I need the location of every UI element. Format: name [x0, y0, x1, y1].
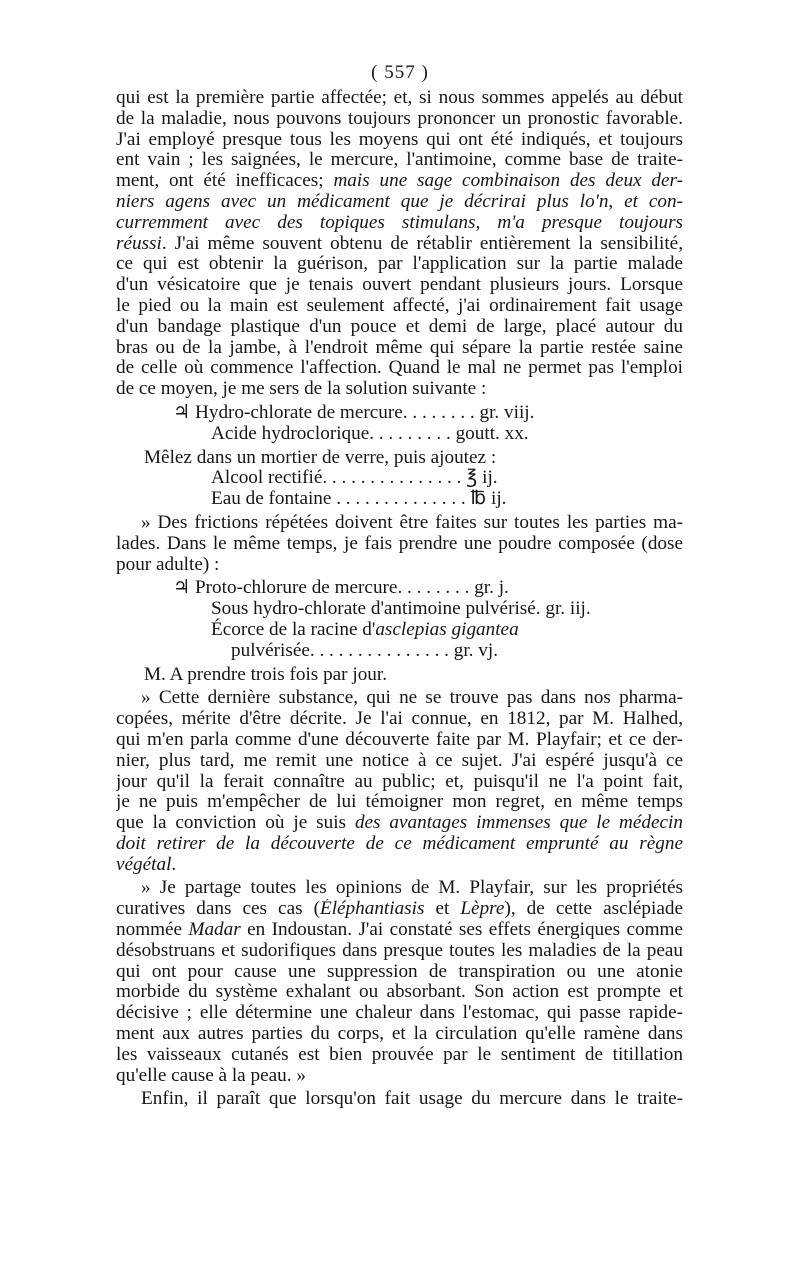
text-line: les vaisseaux cutanés est bien prouvée par le sentiment de titillation	[116, 1044, 683, 1065]
page-number: ( 557 )	[371, 62, 429, 83]
text-line: doit retirer de la découverte de ce médicament emprunté au règne	[116, 833, 683, 854]
text-line: le pied ou la main est seulement affecté, j'ai ordinairement fait usage	[116, 295, 683, 316]
text-line: de ce moyen, je me sers de la solution suivante :	[116, 378, 487, 400]
text-line: de celle où commence l'affection. Quand le mal ne permet pas l'emploi	[116, 358, 683, 379]
text-line: qui ont pour cause une suppression de transpiration ou une atonie	[116, 961, 683, 982]
text-line: ♃ Hydro-chlorate de mercure. . . . . . . . gr. viij.	[173, 401, 535, 423]
text-line: qui est la première partie affectée; et, si nous sommes appelés au début	[116, 88, 683, 108]
text-line: nommée Madar en Indoustan. J'ai constaté ses effets énergiques comme	[116, 920, 683, 941]
text-line: Acide hydroclorique. . . . . . . . . goutt. xx.	[211, 422, 529, 444]
text-line: de la maladie, nous pouvons toujours prononcer un pronostic favorable.	[116, 108, 683, 129]
text-line: ment aux autres parties du corps, et la circulation qu'elle ramène dans	[116, 1024, 683, 1045]
text-line: copées, mérite d'être décrite. Je l'ai connue, en 1812, par M. Halhed,	[116, 709, 683, 730]
text-line: Enfin, il paraît que lorsqu'on fait usage du mercure dans le traite-	[141, 1089, 683, 1110]
text-line: ♃ Proto-chlorure de mercure. . . . . . . . gr. j.	[173, 577, 509, 599]
text-line: curremment avec des topiques stimulans, m'a presque toujours	[116, 212, 683, 233]
text-line: réussi. J'ai même souvent obtenu de rétablir entièrement la sensibilité,	[116, 233, 683, 254]
text-line: » Cette dernière substance, qui ne se trouve pas dans nos pharma-	[141, 688, 683, 709]
text-body	[116, 88, 683, 1110]
text-line: niers agens avec un médicament que je décrirai plus lo'n, et con-	[116, 191, 683, 212]
text-line: lades. Dans le même temps, je fais prendre une poudre composée (dose	[116, 533, 683, 554]
text-line: ent vain ; les saignées, le mercure, l'antimoine, comme base de traite-	[116, 150, 683, 171]
text-line: Mêlez dans un mortier de verre, puis ajoutez :	[144, 446, 497, 468]
text-line: ce qui est obtenir la guérison, par l'application sur la partie malade	[116, 254, 683, 275]
text-line: Sous hydro-chlorate d'antimoine pulvérisé. gr. iij.	[211, 598, 591, 620]
text-line: Écorce de la racine d'asclepias gigantea	[211, 618, 519, 640]
text-line: morbide du système exhalant ou absorbant. Son action est prompte et	[116, 982, 683, 1003]
text-line: je ne puis m'empêcher de lui témoigner mon regret, en même temps	[116, 792, 683, 813]
text-line: pulvérisée. . . . . . . . . . . . . . . gr. vj.	[231, 639, 498, 661]
text-line: qu'elle cause à la peau. »	[116, 1064, 306, 1086]
text-line: jour qu'il la ferait connaître au public; et, puisqu'il ne l'a point fait,	[116, 771, 683, 792]
text-line: désobstruans et sudorifiques dans presque toutes les maladies de la peau	[116, 940, 683, 961]
text-line: » Des frictions répétées doivent être faites sur toutes les parties ma-	[141, 512, 683, 533]
text-line: » Je partage toutes les opinions de M. Playfair, sur les propriétés	[141, 878, 683, 899]
text-line: ment, ont été inefficaces; mais une sage combinaison des deux der-	[116, 171, 683, 192]
text-line: Alcool rectifié. . . . . . . . . . . . . . . ℥ ij.	[211, 467, 498, 489]
text-line: qui m'en parla comme d'une découverte faite par M. Playfair; et ce der-	[116, 729, 683, 750]
text-line: d'un vésicatoire que je tenais ouvert pendant plusieurs jours. Lorsque	[116, 275, 683, 296]
text-line: nier, plus tard, me remit une notice à ce sujet. J'ai espéré jusqu'à ce	[116, 750, 683, 771]
text-line: bras ou de la jambe, à l'endroit même qui sépare la partie restée saine	[116, 337, 683, 358]
text-line: décisive ; elle détermine une chaleur dans l'estomac, qui passe rapide-	[116, 1003, 683, 1024]
text-line: d'un bandage plastique d'un pouce et demi de large, placé autour du	[116, 316, 683, 337]
text-line: curatives dans ces cas (Éléphantiasis et Lèpre), de cette asclépiade	[116, 899, 683, 920]
text-line: M. A prendre trois fois par jour.	[144, 663, 388, 685]
text-line: Eau de fontaine . . . . . . . . . . . . . . ℔ ij.	[211, 488, 507, 510]
text-line: J'ai employé presque tous les moyens qui ont été indiqués, et toujours	[116, 129, 683, 150]
text-line: que la conviction où je suis des avantages immenses que le médecin	[116, 813, 683, 834]
text-line: végétal.	[116, 853, 177, 875]
text-line: pour adulte) :	[116, 553, 220, 575]
